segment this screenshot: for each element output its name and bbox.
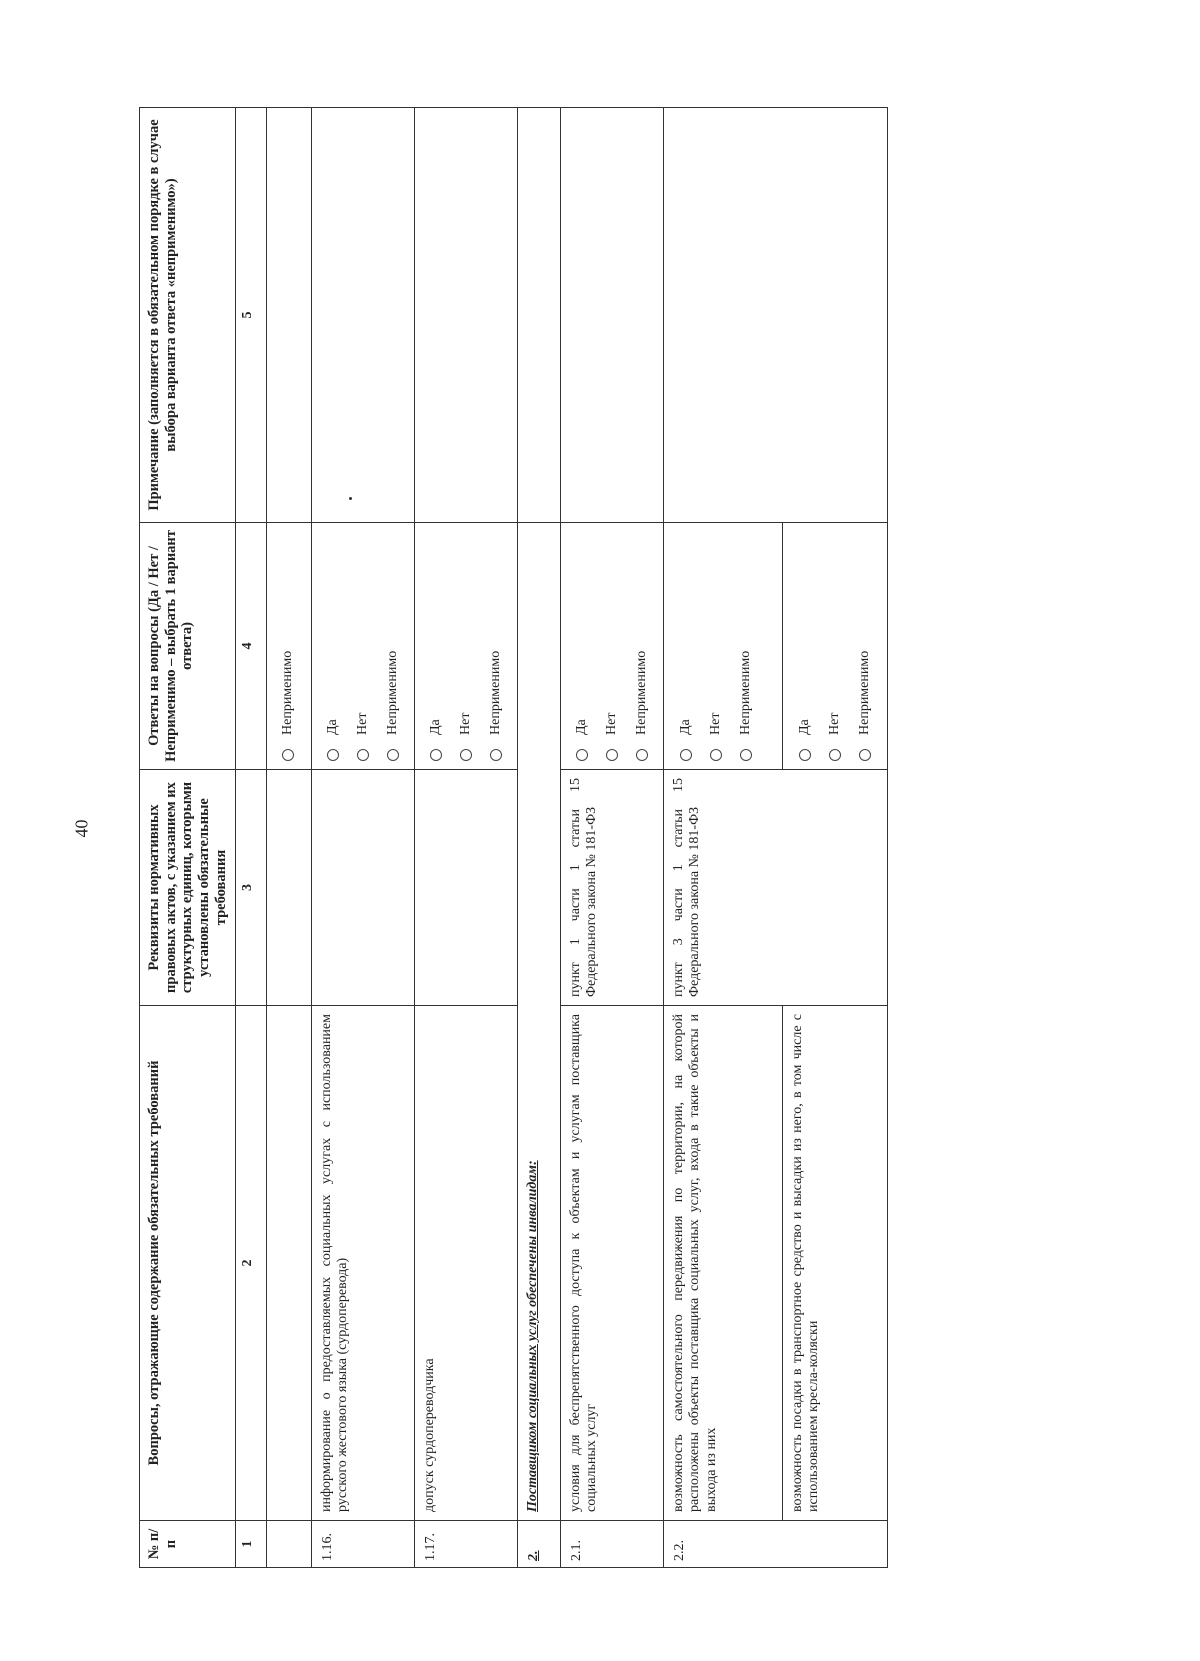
column-number: 1	[236, 1521, 267, 1568]
answer-option-yes[interactable]: Да	[567, 531, 597, 761]
question-text: информирование о предоставляемых социальных услугах с использованием русского жестового языка (сурдоперевода)	[312, 1006, 415, 1521]
radio-icon[interactable]	[710, 749, 722, 761]
radio-icon[interactable]	[430, 749, 442, 761]
radio-icon[interactable]	[799, 749, 811, 761]
requirements-table	[139, 107, 888, 1568]
table-row	[561, 108, 664, 1568]
row-number: 2.2.	[664, 1521, 888, 1568]
note-cell[interactable]	[267, 108, 312, 523]
section-row	[518, 108, 561, 1568]
radio-icon[interactable]	[282, 749, 294, 761]
answer-option-no[interactable]: Нет	[348, 531, 378, 761]
radio-icon[interactable]	[740, 749, 752, 761]
table-row	[415, 108, 518, 1568]
question-text: допуск сурдопереводчика	[415, 1006, 518, 1521]
answer-option-na[interactable]: Неприменимо	[850, 531, 880, 761]
answer-option-na[interactable]: Неприменимо	[731, 531, 761, 761]
table-row	[312, 108, 415, 1568]
radio-icon[interactable]	[859, 749, 871, 761]
answer-cell	[561, 523, 664, 770]
radio-icon[interactable]	[327, 749, 339, 761]
column-number: 3	[236, 770, 267, 1006]
requisite-text: пункт 3 части 1 статьи 15 Федерального закона № 181-ФЗ	[664, 770, 888, 1006]
row-number: 2.1.	[561, 1521, 664, 1568]
answer-cell	[664, 523, 888, 770]
answer-option-na[interactable]: Неприменимо	[378, 531, 408, 761]
answer-option-na[interactable]: Неприменимо	[481, 531, 511, 761]
column-number: 4	[236, 523, 267, 770]
answer-cell	[312, 523, 415, 770]
radio-icon[interactable]	[387, 749, 399, 761]
radio-icon[interactable]	[829, 749, 841, 761]
rotated-table-container	[139, 108, 1051, 1568]
column-number: 5	[236, 108, 267, 523]
answer-option-na[interactable]: Неприменимо	[627, 531, 657, 761]
header-answers: Ответы на вопросы (Да / Нет / Неприменимо – выбрать 1 вариант ответа)	[140, 523, 236, 770]
answer-option-yes[interactable]: Да	[790, 531, 820, 761]
requisite-text: пункт 1 части 1 статьи 15 Федерального закона № 181-ФЗ	[561, 770, 664, 1006]
note-cell[interactable]	[664, 108, 888, 523]
answer-option-yes[interactable]: Да	[421, 531, 451, 761]
header-num: № п/п	[140, 1521, 236, 1568]
page-number: 40	[71, 819, 92, 838]
answer-option-yes[interactable]: Да	[671, 531, 701, 761]
table-row	[664, 108, 888, 1568]
answer-option-no[interactable]: Нет	[701, 531, 731, 761]
radio-icon[interactable]	[680, 749, 692, 761]
section-number: 2.	[518, 1521, 561, 1568]
row-number: 1.17.	[415, 1521, 518, 1568]
note-cell[interactable]	[312, 108, 415, 523]
answer-option-yes[interactable]: Да	[318, 531, 348, 761]
section-title: Поставщиком социальных услуг обеспечены инвалидам:	[518, 523, 561, 1521]
radio-icon[interactable]	[636, 749, 648, 761]
radio-icon[interactable]	[357, 749, 369, 761]
header-note: Примечание (заполняется в обязательном порядке в случае выбора варианта ответа «неприменимо»)	[140, 108, 236, 523]
radio-icon[interactable]	[606, 749, 618, 761]
header-requisites: Реквизиты нормативных правовых актов, с указанием их структурных единиц, которыми установлены обязательные требования	[140, 770, 236, 1006]
answer-option-no[interactable]: Нет	[451, 531, 481, 761]
answer-option-no[interactable]: Нет	[597, 531, 627, 761]
column-number: 2	[236, 1006, 267, 1521]
requisite-cell	[312, 770, 415, 1006]
radio-icon[interactable]	[490, 749, 502, 761]
note-cell[interactable]	[415, 108, 518, 523]
table-row-continued	[267, 108, 312, 1568]
question-text-b: возможность посадки в транспортное средство и высадки из него, в том числе с использованием кресла-коляски	[782, 1006, 829, 1520]
header-row	[140, 108, 236, 1568]
note-cell[interactable]	[561, 108, 664, 523]
header-question: Вопросы, отражающие содержание обязательных требований	[140, 1006, 236, 1521]
answer-cell	[415, 523, 518, 770]
radio-icon[interactable]	[576, 749, 588, 761]
radio-icon[interactable]	[460, 749, 472, 761]
mark-dot	[349, 497, 352, 500]
answer-option-na[interactable]: Неприменимо	[273, 531, 303, 761]
answer-cell	[267, 523, 312, 770]
row-number: 1.16.	[312, 1521, 415, 1568]
column-number-row	[236, 108, 267, 1568]
question-text: условия для беспрепятственного доступа к объектам и услугам поставщика социальных услуг	[561, 1006, 664, 1521]
answer-option-no[interactable]: Нет	[820, 531, 850, 761]
question-text: возможность самостоятельного передвижения по территории, на которой расположены объекты поставщика социальных услуг, входа в такие объекты и выхода из них	[671, 1014, 719, 1512]
requisite-cell	[415, 770, 518, 1006]
question-cell	[664, 1006, 888, 1521]
